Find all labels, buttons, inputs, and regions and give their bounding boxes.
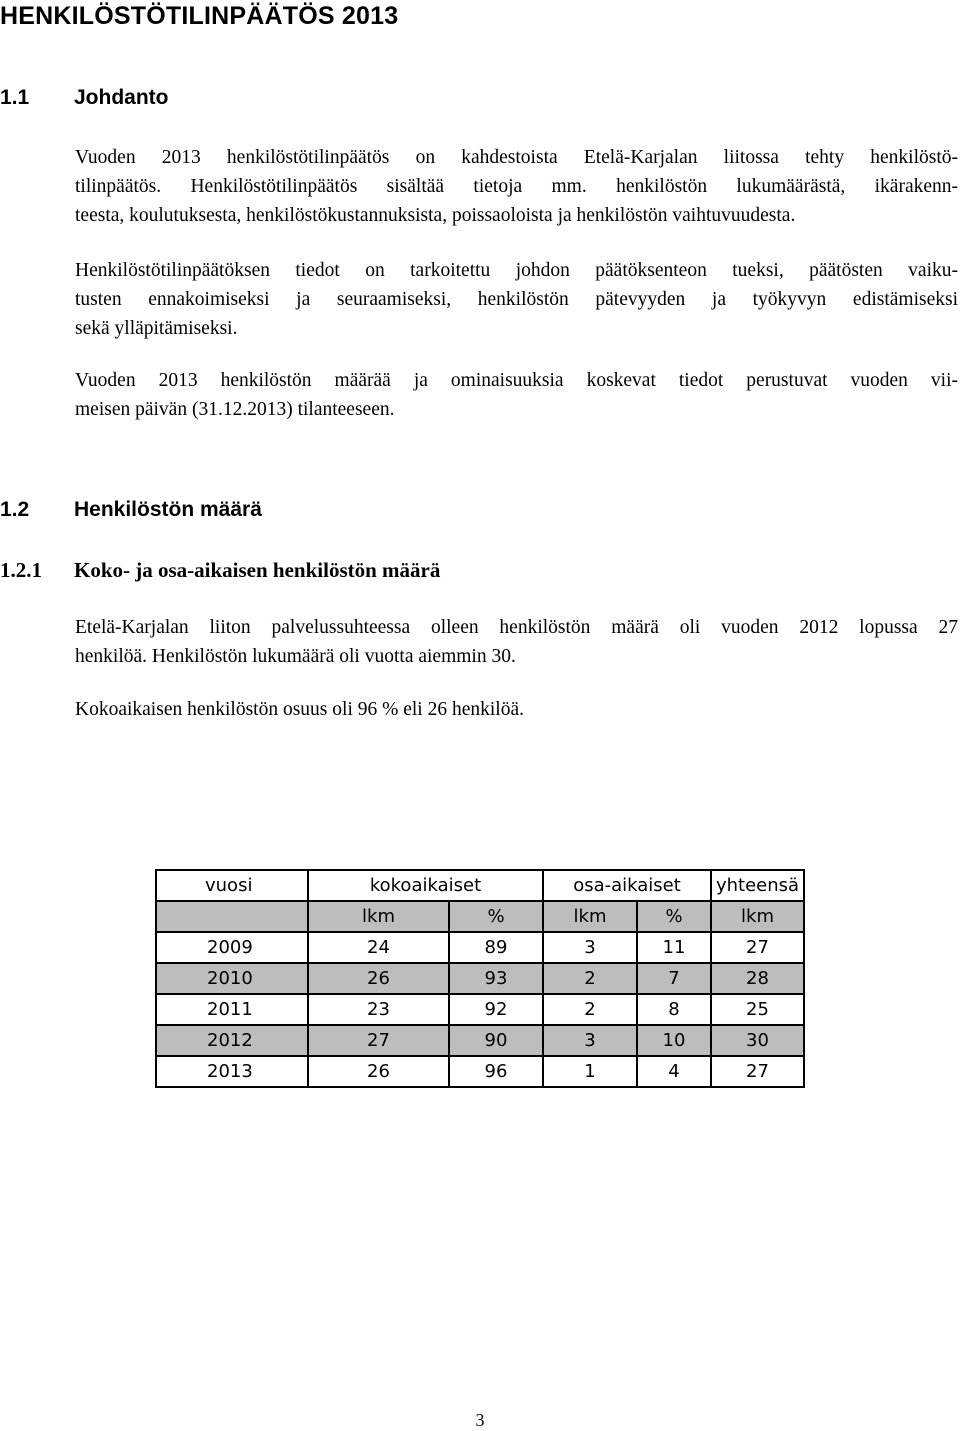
table-row <box>156 994 804 1025</box>
paragraph-line: teesta, koulutuksesta, henkilöstökustannuksista, poissaoloista ja henkilöstön vaihtuvuudesta. <box>75 205 796 226</box>
subsection-number: 1.2.1 <box>0 558 42 582</box>
subsection-heading <box>0 558 440 583</box>
cell-total: 27 <box>711 1056 804 1087</box>
cell-part-lkm: 2 <box>543 963 637 994</box>
paragraph-line: Vuoden 2013 henkilöstötilinpäätös on kahdestoista Etelä-Karjalan liitossa tehty henkilöstö- <box>75 147 958 168</box>
subheader-part-lkm: lkm <box>543 901 637 932</box>
section-title: Johdanto <box>74 86 169 109</box>
paragraph-line: henkilöä. Henkilöstön lukumäärä oli vuotta aiemmin 30. <box>75 646 516 667</box>
cell-full-lkm: 27 <box>308 1025 449 1056</box>
cell-total: 25 <box>711 994 804 1025</box>
header-total: yhteensä <box>711 870 804 901</box>
cell-full-lkm: 26 <box>308 963 449 994</box>
cell-year: 2012 <box>156 1025 308 1056</box>
subheader-empty <box>156 901 308 932</box>
table-row <box>156 963 804 994</box>
cell-part-pct: 4 <box>637 1056 711 1087</box>
cell-year: 2011 <box>156 994 308 1025</box>
cell-part-lkm: 1 <box>543 1056 637 1087</box>
cell-part-pct: 10 <box>637 1025 711 1056</box>
cell-full-lkm: 26 <box>308 1056 449 1087</box>
section-title: Henkilöstön määrä <box>74 498 262 521</box>
subheader-total-lkm: lkm <box>711 901 804 932</box>
cell-full-lkm: 24 <box>308 932 449 963</box>
paragraph-line: tusten ennakoimiseksi ja seuraamiseksi, henkilöstön pätevyyden ja työkyvyn edistämiseksi <box>75 289 958 310</box>
section-heading-henkiloston-maara <box>0 498 262 522</box>
cell-full-pct: 90 <box>449 1025 543 1056</box>
paragraph-line: Henkilöstötilinpäätöksen tiedot on tarkoitettu johdon päätöksenteon tueksi, päätösten vaiku- <box>75 260 958 281</box>
paragraph-line: tilinpäätös. Henkilöstötilinpäätös sisältää tietoja mm. henkilöstön lukumäärästä, ikärakenn- <box>75 176 958 197</box>
paragraph-line: meisen päivän (31.12.2013) tilanteeseen. <box>75 399 395 420</box>
cell-full-lkm: 23 <box>308 994 449 1025</box>
cell-full-pct: 89 <box>449 932 543 963</box>
table-header-row <box>156 870 804 901</box>
cell-total: 27 <box>711 932 804 963</box>
cell-part-pct: 11 <box>637 932 711 963</box>
header-full-time: kokoaikaiset <box>308 870 543 901</box>
document-title: HENKILÖSTÖTILINPÄÄTÖS 2013 <box>0 2 399 30</box>
paragraph-line: Etelä-Karjalan liiton palvelussuhteessa olleen henkilöstön määrä oli vuoden 2012 lopussa 27 <box>75 617 958 638</box>
cell-full-pct: 96 <box>449 1056 543 1087</box>
cell-part-lkm: 2 <box>543 994 637 1025</box>
table-subheader-row <box>156 901 804 932</box>
cell-part-pct: 7 <box>637 963 711 994</box>
cell-total: 28 <box>711 963 804 994</box>
cell-year: 2013 <box>156 1056 308 1087</box>
cell-part-lkm: 3 <box>543 932 637 963</box>
table-row <box>156 1025 804 1056</box>
section-heading-johdanto <box>0 86 169 110</box>
cell-full-pct: 93 <box>449 963 543 994</box>
page-number: 3 <box>475 1410 485 1430</box>
cell-part-lkm: 3 <box>543 1025 637 1056</box>
paragraph-line: sekä ylläpitämiseksi. <box>75 318 238 339</box>
section-number: 1.1 <box>0 86 30 109</box>
cell-total: 30 <box>711 1025 804 1056</box>
subheader-part-pct: % <box>637 901 711 932</box>
paragraph-line: Vuoden 2013 henkilöstön määrää ja ominaisuuksia koskevat tiedot perustuvat vuoden vii- <box>75 370 958 391</box>
header-year: vuosi <box>156 870 308 901</box>
table-row <box>156 932 804 963</box>
cell-full-pct: 92 <box>449 994 543 1025</box>
cell-part-pct: 8 <box>637 994 711 1025</box>
paragraph-line: Kokoaikaisen henkilöstön osuus oli 96 % eli 26 henkilöä. <box>75 699 524 720</box>
subheader-full-lkm: lkm <box>308 901 449 932</box>
section-number: 1.2 <box>0 498 30 521</box>
cell-year: 2010 <box>156 963 308 994</box>
subheader-full-pct: % <box>449 901 543 932</box>
cell-year: 2009 <box>156 932 308 963</box>
header-part-time: osa-aikaiset <box>543 870 711 901</box>
subsection-title: Koko- ja osa-aikaisen henkilöstön määrä <box>74 558 441 582</box>
staff-table <box>155 869 805 1088</box>
table-row <box>156 1056 804 1087</box>
